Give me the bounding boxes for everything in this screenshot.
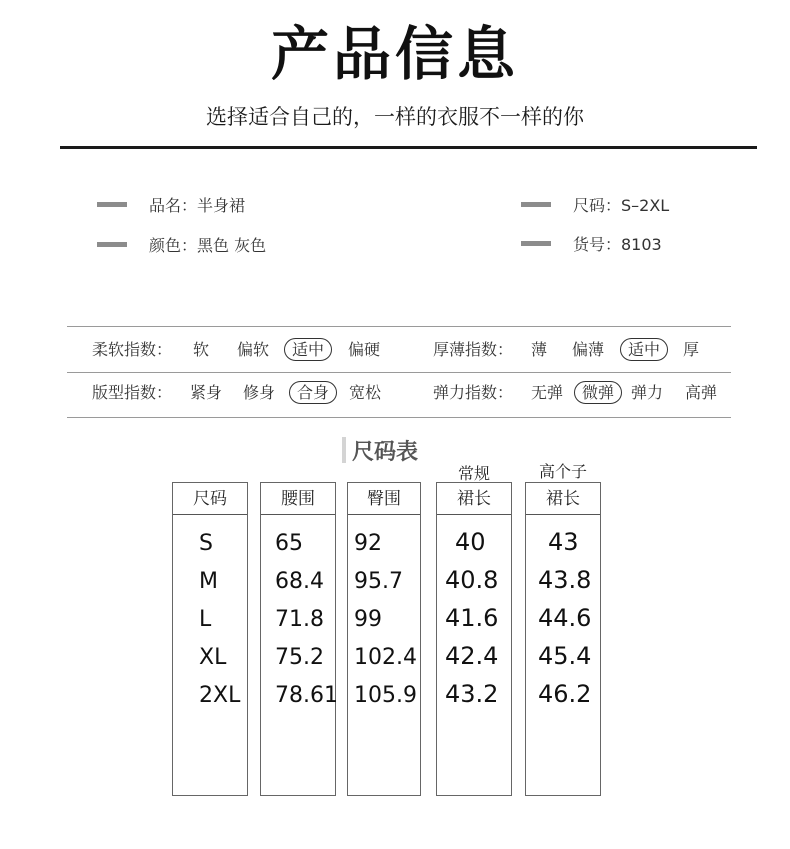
softness-label: 柔软指数： <box>92 340 173 359</box>
thickness-label: 厚薄指数： <box>433 340 514 359</box>
column-header: 腰围 <box>261 483 335 515</box>
hip-cell: 95.7 <box>354 569 403 594</box>
tall-length-cell: 44.6 <box>538 604 592 632</box>
hip-column <box>347 482 421 796</box>
info-sku <box>521 232 662 255</box>
waist-cell: 71.8 <box>275 607 324 632</box>
column-top-label: 高个子 <box>538 462 587 481</box>
regular-length-cell: 40 <box>455 528 486 556</box>
hip-cell: 102.4 <box>354 645 417 670</box>
divider <box>60 146 757 149</box>
waist-cell: 75.2 <box>275 645 324 670</box>
dash-icon <box>521 241 551 246</box>
attribute-divider <box>67 372 731 373</box>
tall-length-cell: 46.2 <box>538 680 592 708</box>
fit-option-selected: 合身 <box>289 381 337 404</box>
size-cell: 2XL <box>199 683 241 708</box>
elasticity-option: 高弹 <box>685 383 718 402</box>
elasticity-option: 弹力 <box>631 383 664 402</box>
elasticity-option: 无弹 <box>531 383 564 402</box>
tall-length-cell: 45.4 <box>538 642 592 670</box>
dash-icon <box>97 242 127 247</box>
waist-column <box>260 482 336 796</box>
fit-option: 紧身 <box>190 383 223 402</box>
size-cell: S <box>199 531 213 556</box>
hip-cell: 99 <box>354 607 382 632</box>
column-top-label: 常规 <box>457 464 490 483</box>
column-header: 裙长 <box>526 483 600 515</box>
regular-length-column <box>436 482 512 796</box>
fit-option: 修身 <box>243 383 276 402</box>
size-chart-title <box>342 436 418 464</box>
info-name <box>97 193 245 216</box>
thickness-option-selected: 适中 <box>620 338 668 361</box>
waist-cell: 78.61 <box>275 683 338 708</box>
hip-cell: 105.9 <box>354 683 417 708</box>
softness-option-selected: 适中 <box>284 338 332 361</box>
tall-length-cell: 43.8 <box>538 566 592 594</box>
page-subtitle: 选择适合自己的，一样的衣服不一样的你 <box>206 105 584 129</box>
fit-option: 宽松 <box>349 383 382 402</box>
elasticity-option-selected: 微弹 <box>574 381 622 404</box>
fit-label: 版型指数： <box>92 383 173 402</box>
thickness-option: 薄 <box>531 340 548 359</box>
regular-length-cell: 40.8 <box>445 566 499 594</box>
size-cell: XL <box>199 645 227 670</box>
info-color-text: 颜色：黑色 灰色 <box>149 236 267 255</box>
regular-length-cell: 41.6 <box>445 604 499 632</box>
waist-cell: 65 <box>275 531 303 556</box>
info-color <box>97 233 266 256</box>
page-title: 产品信息 <box>270 20 519 88</box>
softness-option: 软 <box>193 340 210 359</box>
elasticity-label: 弹力指数： <box>433 383 514 402</box>
size-column <box>172 482 248 796</box>
hip-cell: 92 <box>354 531 382 556</box>
thickness-option: 偏薄 <box>572 340 605 359</box>
info-size <box>521 193 669 216</box>
size-cell: M <box>199 569 218 594</box>
info-name-text: 品名：半身裙 <box>149 196 246 215</box>
size-cell: L <box>199 607 212 632</box>
tall-length-cell: 43 <box>548 528 579 556</box>
thickness-option: 厚 <box>683 340 700 359</box>
regular-length-cell: 43.2 <box>445 680 499 708</box>
dash-icon <box>97 202 127 207</box>
tall-length-column <box>525 482 601 796</box>
column-header: 臀围 <box>348 483 420 515</box>
waist-cell: 68.4 <box>275 569 324 594</box>
softness-option: 偏软 <box>237 340 270 359</box>
dash-icon <box>521 202 551 207</box>
softness-option: 偏硬 <box>348 340 381 359</box>
info-sku-text: 货号：8103 <box>573 235 662 254</box>
size-chart-title-text: 尺码表 <box>352 439 419 465</box>
column-header: 裙长 <box>437 483 511 515</box>
column-header: 尺码 <box>173 483 247 515</box>
info-size-text: 尺码：S–2XL <box>573 196 670 215</box>
title-accent-bar <box>342 437 346 463</box>
regular-length-cell: 42.4 <box>445 642 499 670</box>
